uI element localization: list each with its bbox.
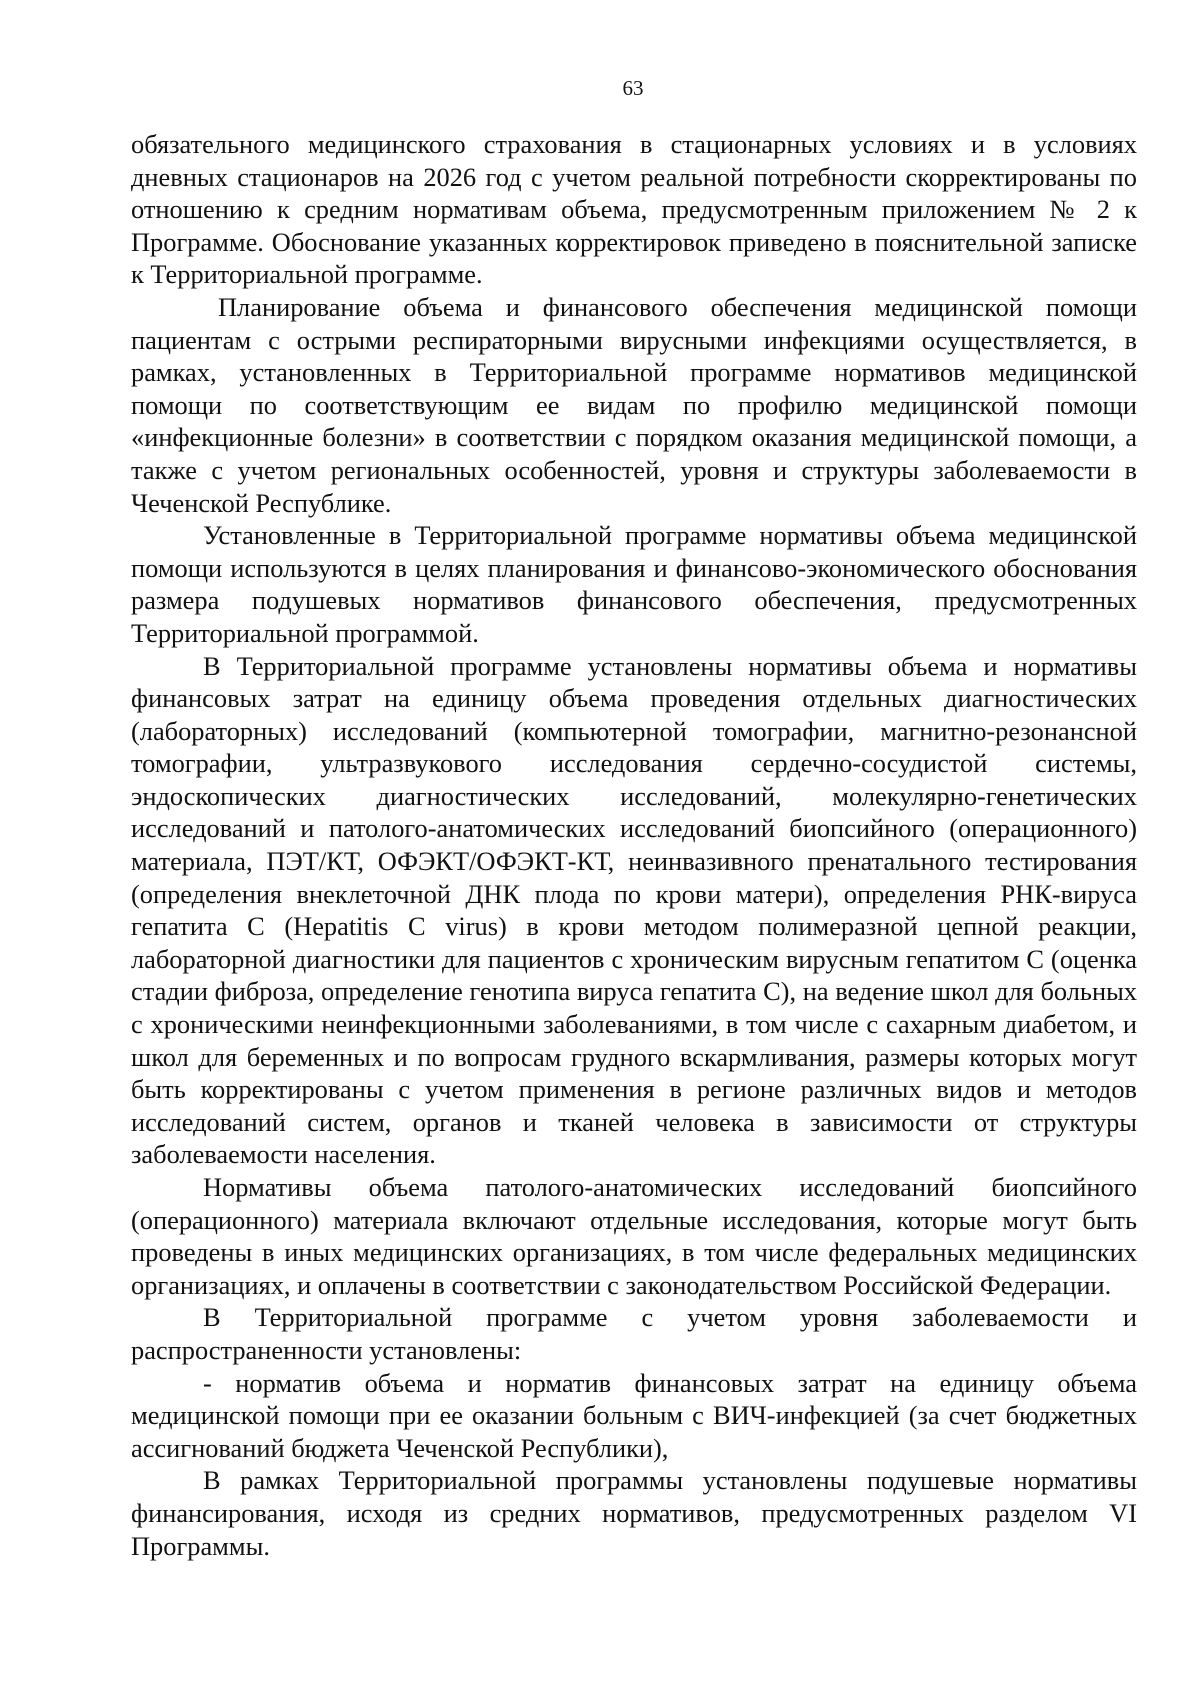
paragraph-prevalence: В Территориальной программе с учетом уровня заболеваемости и распространенности установлены: xyxy=(131,1302,1137,1365)
page-number: 63 xyxy=(622,76,644,100)
paragraph-diagnostics: В Территориальной программе установлены нормативы объема и нормативы финансовых затрат на единицу объема проведения отдельных диагностических (лабораторных) исследований (компьютерной томографии, магнитно-резонансной томографии, ультразвукового исследования сердечно-сосудистой системы, эндоскопических диагностических исследований, молекулярно-генетических исследований и патолого-анатомических исследований биопсийного (операционного) материала, ПЭТ/КТ, ОФЭКТ/ОФЭКТ-КТ, неинвазивного пренатального тестирования (определения внеклеточной ДНК плода по крови матери), определения РНК-вируса гепатита C (Hepatitis C virus) в крови методом полимеразной цепной реакции, лабораторной диагностики для пациентов с хроническим вирусным гепатитом C (оценка стадии фиброза, определение генотипа вируса гепатита C), на ведение школ для больных с хроническими неинфекционными заболеваниями, в том числе с сахарным диабетом, и школ для беременных и по вопросам грудного вскармливания, размеры которых могут быть корректированы с учетом применения в регионе различных видов и методов исследований систем, органов и тканей человека в зависимости от структуры заболеваемости населения. xyxy=(131,650,1137,1170)
document-body xyxy=(131,128,1137,1562)
paragraph-hiv: - норматив объема и норматив финансовых затрат на единицу объема медицинской помощи при ее оказании больным с ВИЧ-инфекцией (за счет бюджетных ассигнований бюджета Чеченской Республики), xyxy=(131,1367,1137,1463)
paragraph-continuation: обязательного медицинского страхования в стационарных условиях и в условиях дневных стационаров на 2026 год с учетом реальной потребности скорректированы по отношению к средним нормативам объема, предусмотренным приложением № 2 к Программе. Обоснование указанных корректировок приведено в пояснительной записке к Территориальной программе. xyxy=(131,129,1137,290)
paragraph-per-capita: В рамках Территориальной программы установлены подушевые нормативы финансирования, исходя из средних нормативов, предусмотренных разделом VI Программы. xyxy=(131,1465,1137,1561)
paragraph-volume-norms: Установленные в Территориальной программе нормативы объема медицинской помощи используются в целях планирования и финансово-экономического обоснования размера подушевых нормативов финансового обеспечения, предусмотренных Территориальной программой. xyxy=(131,520,1137,648)
paragraph-planning: Планирование объема и финансового обеспечения медицинской помощи пациентам с острыми респираторными вирусными инфекциями осуществляется, в рамках, установленных в Территориальной программе нормативов медицинской помощи по соответствующим ее видам по профилю медицинской помощи «инфекционные болезни» в соответствии с порядком оказания медицинской помощи, а также с учетом региональных особенностей, уровня и структуры заболеваемости в Чеченской Республике. xyxy=(131,291,1137,518)
paragraph-pathology: Нормативы объема патолого-анатомических исследований биопсийного (операционного) материала включают отдельные исследования, которые могут быть проведены в иных медицинских организациях, в том числе федеральных медицинских организациях, и оплачены в соответствии с законодательством Российской Федерации. xyxy=(131,1172,1137,1300)
